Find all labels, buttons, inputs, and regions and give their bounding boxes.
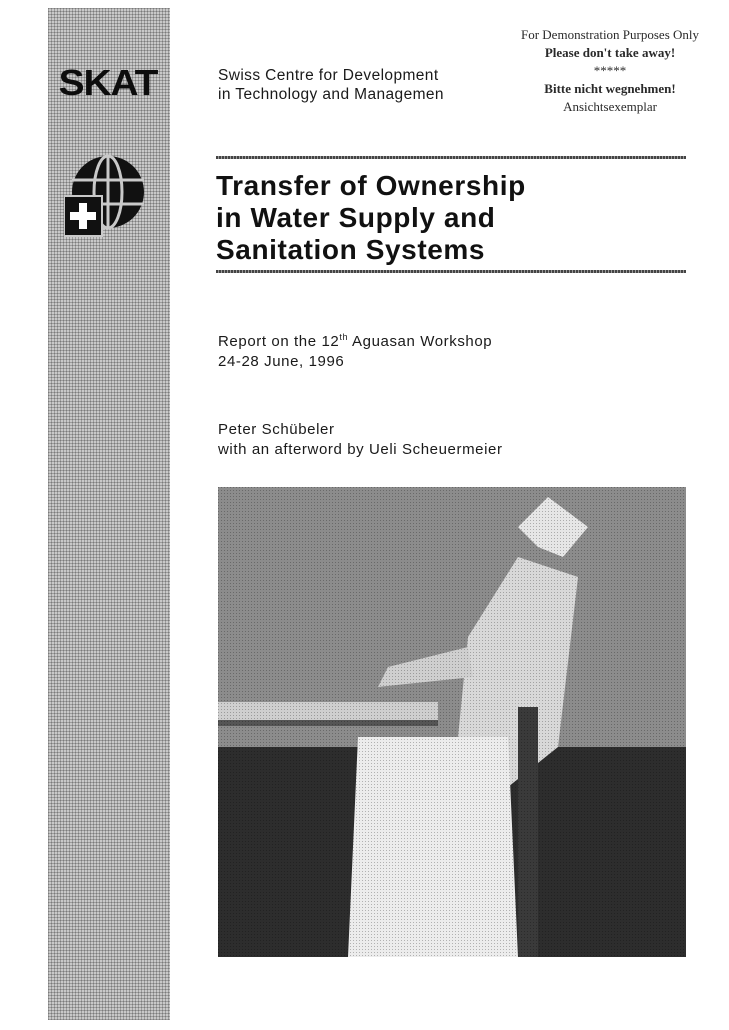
stamp-line-3: *****	[593, 63, 627, 78]
report-ordinal-sup: th	[339, 332, 349, 342]
author-name: Peter Schübeler	[218, 421, 335, 438]
title-rule-top	[216, 156, 686, 159]
report-suffix: Aguasan Workshop	[348, 333, 493, 350]
afterword-credit: with an afterword by Ueli Scheuermeier	[218, 441, 503, 458]
report-info	[218, 327, 688, 372]
cover-photo-illustration	[218, 487, 686, 957]
title-line-2: in Water Supply and	[216, 202, 496, 233]
title-line-1: Transfer of Ownership	[216, 170, 526, 201]
demonstration-stamp	[500, 26, 720, 116]
cover-photo	[218, 487, 686, 957]
title-line-3: Sanitation Systems	[216, 234, 486, 265]
stamp-line-5: Ansichtsexemplar	[563, 99, 657, 114]
report-line-1	[218, 327, 688, 352]
stamp-line-2: Please don't take away!	[544, 45, 676, 60]
document-title	[216, 170, 686, 266]
stamp-line-1: For Demonstration Purposes Only	[520, 27, 700, 42]
stamp-line-4: Bitte nicht wegnehmen!	[544, 81, 676, 96]
globe-swiss-cross-icon	[64, 150, 148, 242]
organization-line-1: Swiss Centre for Development	[218, 67, 439, 84]
skat-logo: SKAT	[58, 62, 158, 103]
report-date: 24-28 June, 1996	[218, 353, 345, 370]
organization-name	[218, 66, 518, 104]
title-rule-bottom	[216, 270, 686, 273]
organization-line-2: in Technology and Managemen	[218, 86, 444, 103]
report-prefix: Report on the 12	[218, 333, 340, 350]
author-info	[218, 420, 688, 460]
